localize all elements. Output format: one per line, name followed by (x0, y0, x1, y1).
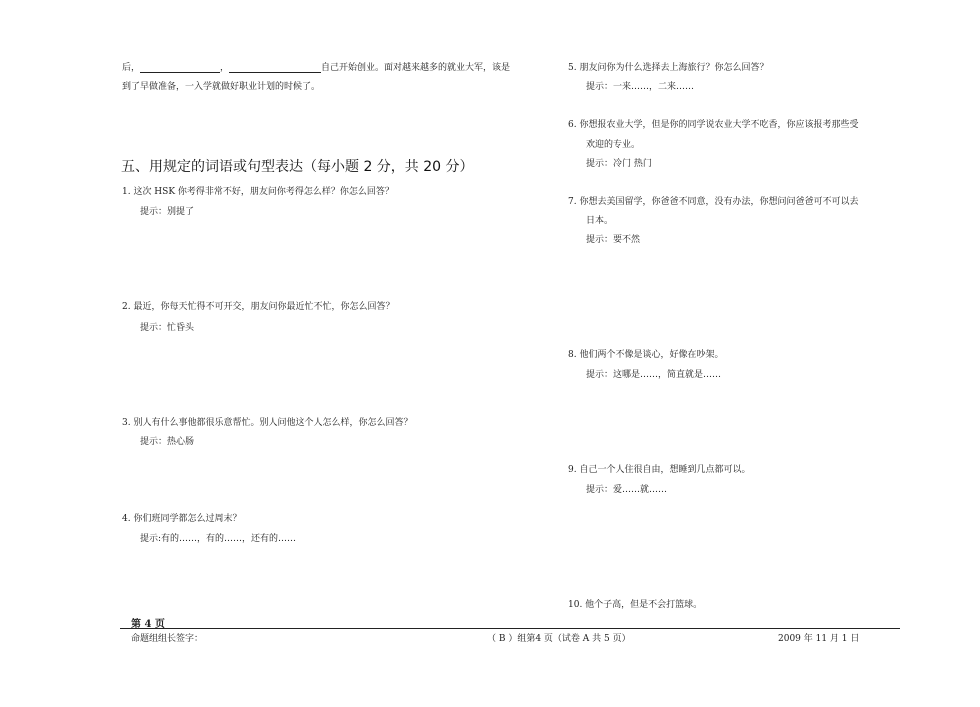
intro-sep: ， (220, 63, 230, 73)
question-6: 6. 你想报农业大学，但是你的同学说农业大学不吃香，你应该报考那些受 (568, 120, 859, 130)
question-7-cont: 日本。 (586, 216, 614, 226)
question-6-cont: 欢迎的专业。 (586, 140, 641, 150)
intro-prefix: 后， (122, 63, 141, 73)
blank-2 (229, 62, 321, 73)
question-8: 8. 他们两个不像是谈心，好像在吵架。 (568, 350, 724, 360)
question-2-hint: 提示：忙昏头 (140, 323, 195, 333)
intro-line-2: 到了早做准备，一入学就做好职业计划的时候了。 (122, 82, 321, 92)
question-5-hint: 提示：一来……，二来…… (586, 82, 695, 92)
question-7-hint: 提示：要不然 (586, 235, 641, 245)
question-2: 2. 最近，你每天忙得不可开交，朋友问你最近忙不忙，你怎么回答？ (122, 302, 395, 312)
question-6-hint: 提示：冷门 热门 (586, 159, 652, 169)
section-title: 五、用规定的词语或句型表达（每小题 2 分，共 20 分） (121, 159, 474, 175)
blank-1 (140, 62, 220, 73)
intro-line-1 (122, 60, 510, 73)
question-1-hint: 提示：别提了 (140, 207, 195, 217)
question-1: 1. 这次 HSK 你考得非常不好，朋友问你考得怎么样？你怎么回答？ (122, 187, 394, 197)
question-9-hint: 提示：爱……就…… (586, 485, 668, 495)
question-7: 7. 你想去美国留学，你爸爸不同意，没有办法，你想问问爸爸可不可以去 (568, 197, 859, 207)
question-3-hint: 提示：热心肠 (140, 437, 195, 447)
question-10: 10. 他个子高，但是不会打篮球。 (568, 600, 703, 610)
question-5: 5. 朋友问你为什么选择去上海旅行？你怎么回答？ (568, 63, 769, 73)
footer-rule (120, 628, 900, 629)
question-4-hint: 提示:有的……，有的……，还有的…… (140, 534, 297, 544)
page-label: 第 4 页 (131, 619, 165, 630)
footer-page-info: （ B ）组第4 页（试卷 A 共 5 页） (487, 634, 631, 644)
question-9: 9. 自己一个人住很自由，想睡到几点都可以。 (568, 465, 751, 475)
footer-signature: 命题组组长签字： (131, 634, 204, 644)
footer-date: 2009 年 11 月 1 日 (778, 634, 860, 644)
question-8-hint: 提示：这哪是……，简直就是…… (586, 370, 722, 380)
question-4: 4. 你们班同学都怎么过周末？ (122, 514, 242, 524)
intro-suffix: 自己开始创业。面对越来越多的就业大军，该是 (321, 63, 511, 73)
question-3: 3. 别人有什么事他都很乐意帮忙。别人问他这个人怎么样，你怎么回答？ (122, 418, 413, 428)
